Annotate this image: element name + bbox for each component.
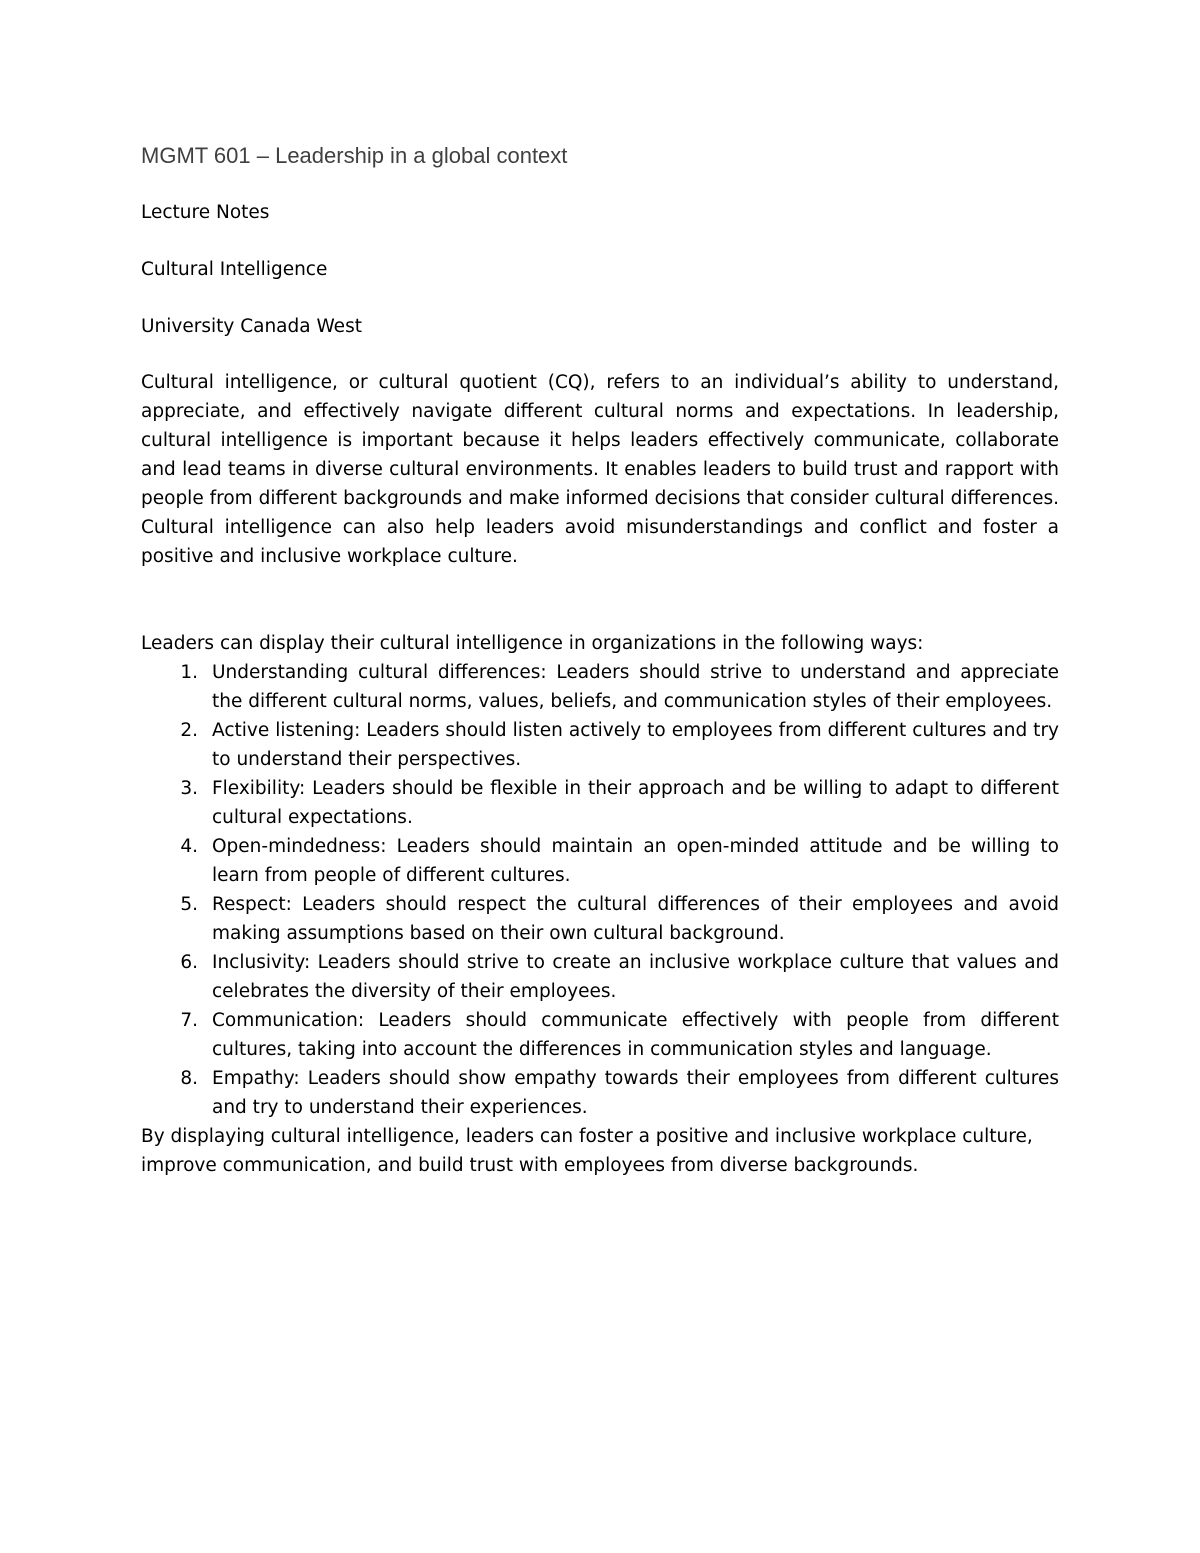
list-item [141, 716, 1059, 774]
list-item-number: 4. [180, 836, 198, 857]
list-item-text: Respect: Leaders should respect the cultural differences of their employees and avoid making assumptions based on their own cultural background. [212, 894, 1059, 944]
list-intro: Leaders can display their cultural intelligence in organizations in the following ways: [141, 633, 924, 654]
list-item-number: 8. [180, 1068, 198, 1089]
institution-heading: University Canada West [141, 316, 362, 337]
leadership-ways-list [141, 658, 1059, 1122]
list-item [141, 658, 1059, 716]
list-item-number: 1. [180, 662, 198, 683]
list-item-number: 5. [180, 894, 198, 915]
list-item-text: Flexibility: Leaders should be flexible in their approach and be willing to adapt to different cultural expectations. [212, 778, 1059, 828]
list-item-text: Open-mindedness: Leaders should maintain an open-minded attitude and be willing to learn from people of different cultures. [212, 836, 1059, 886]
list-item-text: Inclusivity: Leaders should strive to create an inclusive workplace culture that values and celebrates the diversity of their employees. [212, 952, 1059, 1002]
list-item [141, 1006, 1059, 1064]
list-item-number: 3. [180, 778, 198, 799]
conclusion-paragraph: By displaying cultural intelligence, leaders can foster a positive and inclusive workplace culture, improve communication, and build trust with employees from diverse backgrounds. [141, 1126, 1033, 1176]
list-item [141, 1064, 1059, 1122]
list-item [141, 948, 1059, 1006]
list-item [141, 890, 1059, 948]
intro-paragraph: Cultural intelligence, or cultural quotient (CQ), refers to an individual’s ability to understand, appreciate, and effectively navigate different cultural norms and expectations. In leadership, cultural intelligence is important because it helps leaders effectively communicate, collaborate and lead teams in diverse cultural environments. It enables leaders to build trust and rapport with people from different backgrounds and make informed decisions that consider cultural differences. Cultural intelligence can also help leaders avoid misunderstandings and conflict and foster a positive and inclusive workplace culture. [141, 372, 1059, 567]
list-item-text: Communication: Leaders should communicate effectively with people from different cultures, taking into account the differences in communication styles and language. [212, 1010, 1059, 1060]
list-item-text: Active listening: Leaders should listen actively to employees from different cultures and try to understand their perspectives. [212, 720, 1059, 770]
lecture-notes-heading: Lecture Notes [141, 202, 270, 223]
course-title: MGMT 601 – Leadership in a global context [141, 143, 568, 168]
document-page [141, 140, 1059, 1180]
topic-heading: Cultural Intelligence [141, 259, 328, 280]
list-item-text: Understanding cultural differences: Leaders should strive to understand and appreciate the different cultural norms, values, beliefs, and communication styles of their employees. [212, 662, 1059, 712]
list-item [141, 832, 1059, 890]
list-item-number: 7. [180, 1010, 198, 1031]
list-item [141, 774, 1059, 832]
list-item-number: 2. [180, 720, 198, 741]
list-item-text: Empathy: Leaders should show empathy towards their employees from different cultures and try to understand their experiences. [212, 1068, 1059, 1118]
list-item-number: 6. [180, 952, 198, 973]
